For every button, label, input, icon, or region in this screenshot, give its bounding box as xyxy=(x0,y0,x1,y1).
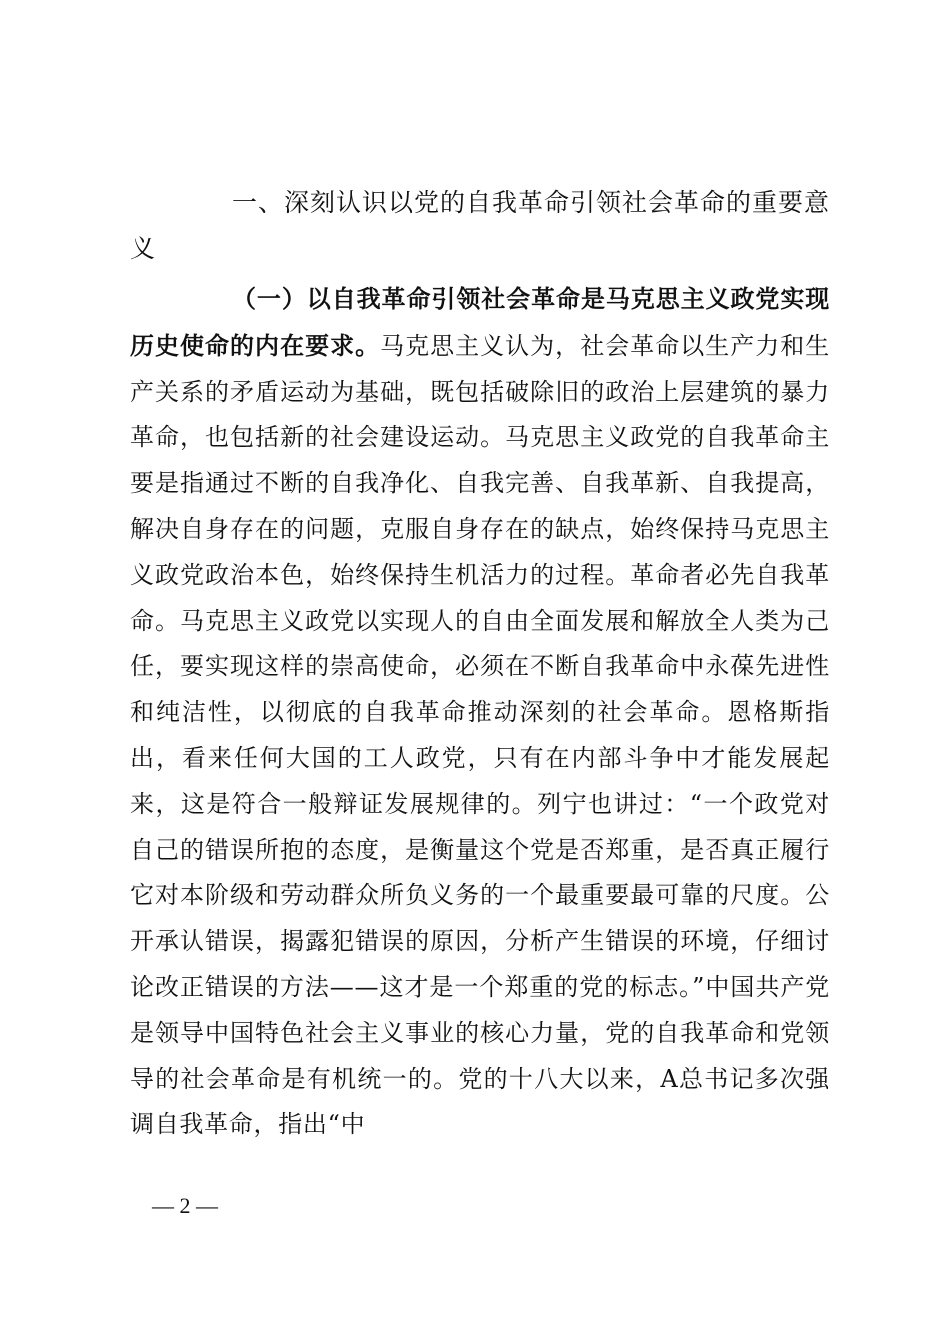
paragraph-body-text: 马克思主义认为，社会革命以生产力和生产关系的矛盾运动为基础，既包括破除旧的政治上层建筑的暴力革命，也包括新的社会建设运动。马克思主义政党的自我革命主要是指通过不断的自我净化、自我完善、自我革新、自我提高，解决自身存在的问题，克服自身存在的缺点，始终保持马克思主义政党政治本色，始终保持生机活力的过程。革命者必先自我革命。马克思主义政党以实现人的自由全面发展和解放全人类为己任，要实现这样的崇高使命，必须在不断自我革命中永葆先进性和纯洁性，以彻底的自我革命推动深刻的社会革命。恩格斯指出，看来任何大国的工人政党，只有在内部斗争中才能发展起来，这是符合一般辩证发展规律的。列宁也讲过：“一个政党对自己的错误所抱的态度，是衡量这个党是否郑重，是否真正履行它对本阶级和劳动群众所负义务的一个最重要最可靠的尺度。公开承认错误，揭露犯错误的原因，分析产生错误的环境，仔细讨论改正错误的方法——这才是一个郑重的党的标志。”中国共产党是领导中国特色社会主义事业的核心力量，党的自我革命和党领导的社会革命是有机统一的。党的十八大以来，A总书记多次强调自我革命，指出“中 xyxy=(130,331,830,1139)
section-heading: 一、深刻认识以党的自我革命引领社会革命的重要意义 xyxy=(130,188,831,263)
paragraph-lead-sentence: （一）以自我革命引领社会革命是马克思主义政党实现历史使命的内在要求。 xyxy=(130,284,830,360)
page-number: — 2 — xyxy=(152,1193,218,1218)
body-paragraph xyxy=(130,276,830,1148)
